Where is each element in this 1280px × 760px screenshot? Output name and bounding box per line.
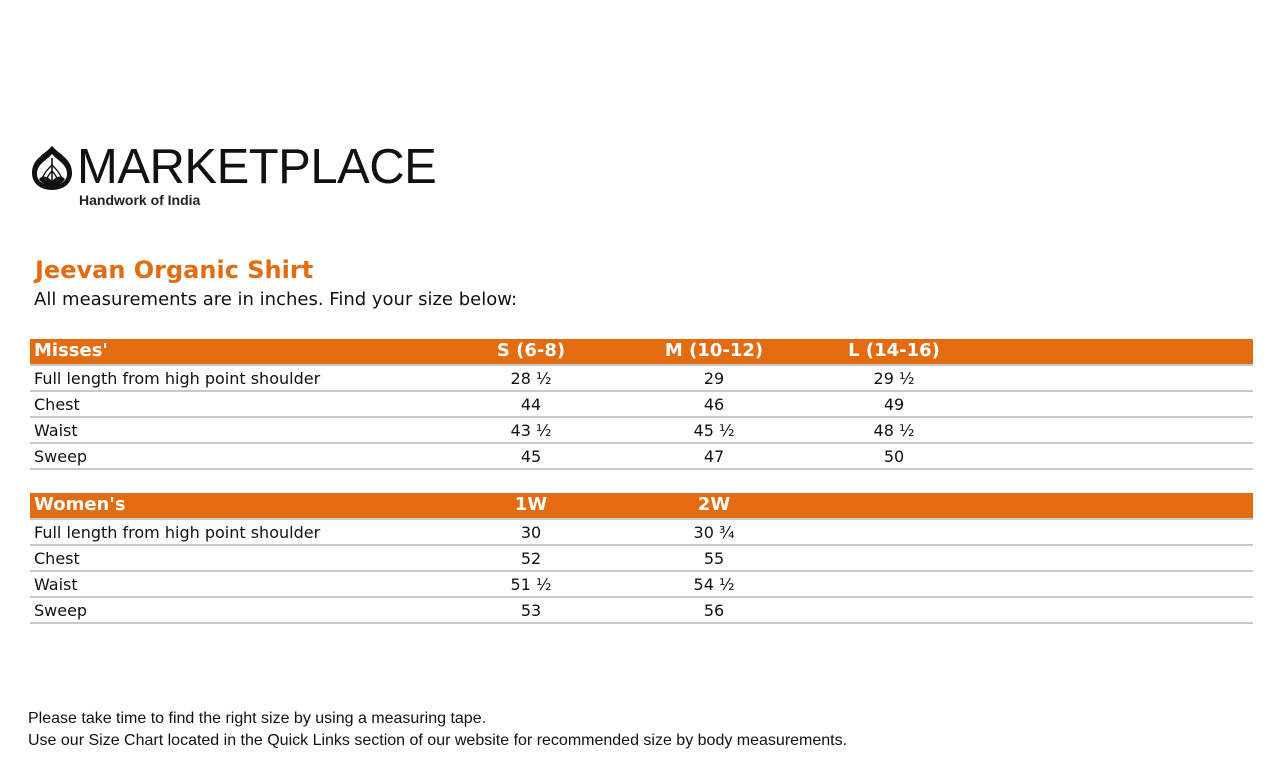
intro-text: All measurements are in inches. Find your size below:	[34, 289, 518, 310]
misses-size-table	[30, 339, 1253, 470]
measurement-value: 53	[520, 601, 542, 620]
measurement-value: 45	[520, 447, 542, 466]
header-size: M (10-12)	[664, 340, 764, 361]
measurement-value: 48 ½	[873, 421, 915, 440]
measurement-value: 50	[883, 447, 905, 466]
header-size: 1W	[514, 494, 548, 515]
measurement-value: 30 ¾	[693, 523, 735, 542]
measurement-value: 51 ½	[510, 575, 552, 594]
header-size: L (14-16)	[848, 340, 940, 361]
table-row	[30, 366, 1253, 392]
measurement-value: 55	[703, 549, 725, 568]
table-row	[30, 444, 1253, 470]
measurement-value: 29 ½	[873, 369, 915, 388]
measurement-value: 49	[883, 395, 905, 414]
measurement-value: 56	[703, 601, 725, 620]
measurement-value: 52	[520, 549, 542, 568]
table-row	[30, 418, 1253, 444]
header-label: Misses'	[34, 340, 108, 361]
measurement-label: Sweep	[34, 601, 88, 620]
table-row	[30, 546, 1253, 572]
lotus-leaf-icon	[30, 145, 74, 191]
measurement-value: 54 ½	[693, 575, 735, 594]
table-row	[30, 392, 1253, 418]
measurement-label: Sweep	[34, 447, 88, 466]
table-header	[30, 493, 1253, 520]
measurement-label: Waist	[34, 575, 78, 594]
measurement-label: Full length from high point shoulder	[34, 523, 321, 542]
measurement-value: 30	[520, 523, 542, 542]
brand-logo	[30, 140, 437, 213]
measurement-label: Full length from high point shoulder	[34, 369, 321, 388]
measurement-label: Chest	[34, 549, 80, 568]
measurement-value: 28 ½	[510, 369, 552, 388]
table-row	[30, 572, 1253, 598]
header-size: S (6-8)	[496, 340, 566, 361]
measurement-value: 43 ½	[510, 421, 552, 440]
measurement-label: Chest	[34, 395, 80, 414]
header-size: 2W	[697, 494, 731, 515]
womens-size-table	[30, 493, 1253, 624]
measurement-value: 47	[703, 447, 725, 466]
table-row	[30, 598, 1253, 624]
table-row	[30, 520, 1253, 546]
measurement-value: 46	[703, 395, 725, 414]
measurement-label: Waist	[34, 421, 78, 440]
measurement-value: 44	[520, 395, 542, 414]
measurement-value: 29	[703, 369, 725, 388]
brand-name: MARKETPLACE	[77, 140, 437, 194]
page-title: Jeevan Organic Shirt	[35, 256, 314, 284]
measurement-value: 45 ½	[693, 421, 735, 440]
table-header	[30, 339, 1253, 366]
brand-tagline: Handwork of India	[79, 192, 201, 208]
footer-note-2: Use our Size Chart located in the Quick Links section of our website for recommended size by body measurements.	[28, 732, 848, 749]
header-label: Women's	[34, 494, 126, 515]
footer-note-1: Please take time to find the right size by using a measuring tape.	[28, 710, 487, 727]
